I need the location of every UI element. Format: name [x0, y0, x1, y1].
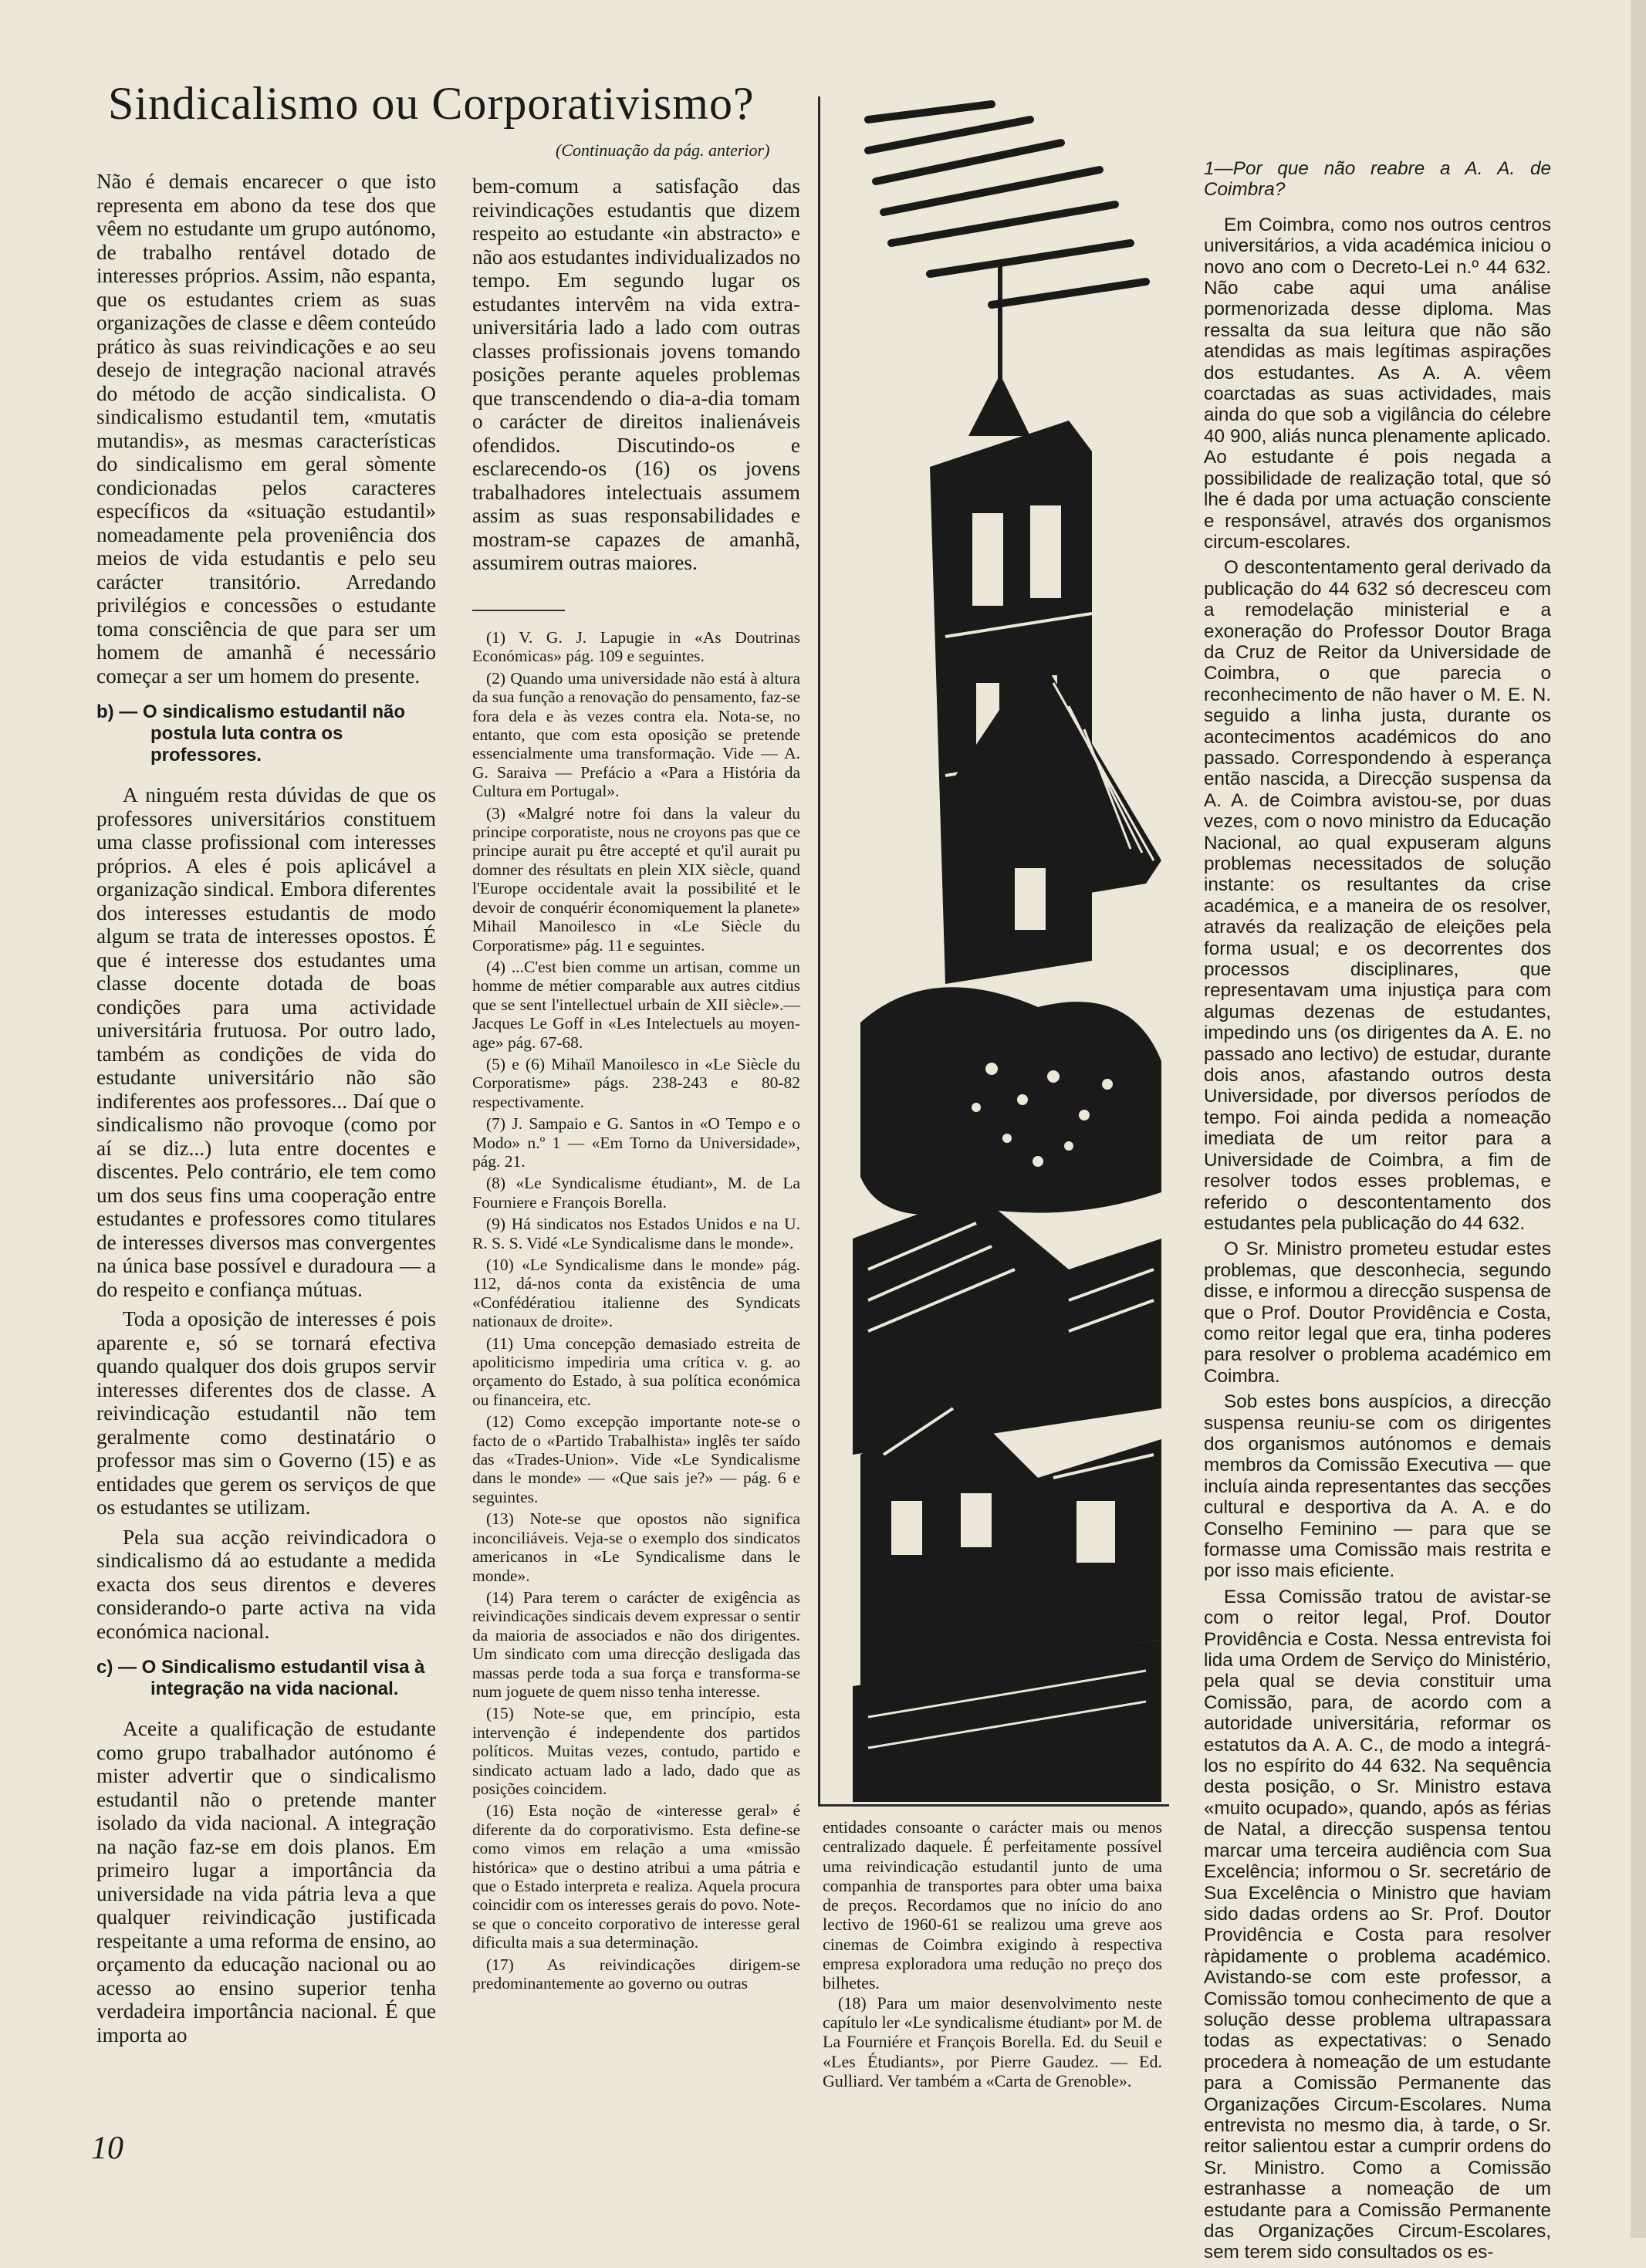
paragraph: Em Coimbra, como nos outros centros universitários, a vida académica iniciou o novo ano com o Decreto-Lei n.º 44 632. Não cabe aqui uma análise pormenorizada desse diploma. Mas ressalta da sua leitura que não são atendidas as mais legítimas aspirações dos estudantes. As A. A. vêem coarctadas as suas actividades, mais ainda do que sob a vigilância do célebre 40 900, aliás nunca plenamente aplicado. Ao estudante é pois negada a possibilidade de realização total, que só lhe é dada por uma actuação consciente e responsável, através dos organismos circum-escolares. [1204, 214, 1551, 553]
footnote: (12) Como excepção importante note-se o facto de o «Partido Trabalhista» inglês ter saído das «Trades-Union». Vide «Le Syndicalisme dans le monde» — «Que sais je?» — pág. 6 e seguintes. [472, 1412, 800, 1506]
page-number: 10 [91, 2131, 123, 2166]
paragraph: Pela sua acção reivindicadora o sindicalismo dá ao estudante a medida exacta dos seus direntos e deveres considerando-o parte activa na vida económica nacional. [96, 1525, 436, 1643]
column-3-bottom [823, 1817, 1162, 2091]
paragraph: Sob estes bons auspícios, a direcção suspensa reuniu-se com os dirigentes dos organismos autónomos e demais membros da Comissão Executiva — que incluía ainda representantes das secções cultural e desportiva da A. A. e do Conselho Feminino — para que se formasse uma Comissão mais restrita e por isso mais eficiente. [1204, 1391, 1551, 1582]
footnote: (9) Há sindicatos nos Estados Unidos e na U. R. S. S. Vidé «Le Syndicalisme dans le monde». [472, 1215, 800, 1252]
subheading-b: b) — O sindicalismo estudantil não postula luta contra os professores. [96, 701, 406, 766]
footnote: (3) «Malgré notre foi dans la valeur du principe corporatiste, nous ne croyons pas que ce principe aurait pu être accepté et qu'il aurait pu domner des résultats en plein XIX siècle, quand l'Europe occidentale avait la possibilité et le devoir de conquérir économiquement la planete» Mihail Manoilesco in «Le Siècle du Corporatisme» pág. 11 e seguintes. [472, 803, 800, 955]
footnote: (16) Esta noção de «interesse geral» é diferente da do corporativismo. Esta define-se como vimos em relação a uma «missão histórica» que o destino atribui a uma pátria e que o Estado interpreta e realiza. Aquela procura coincidir com os interesses gerais do povo. Note-se que o conceito corporativo de interesse geral dificulta mais a sua determinação. [472, 1801, 800, 1952]
footnote-rule [472, 610, 565, 611]
subheading-c: c) — O Sindicalismo estudantil visa à integração na vida nacional. [96, 1657, 425, 1699]
paragraph: bem-comum a satisfação das reivindicações estudantis que dizem respeito ao estudante «in abstracto» e não aos estudantes individualizados no tempo. Em segundo lugar os estudantes intervêm na vida extra-universitária lado a lado com outras classes profissionais jovens tomando posições perante aqueles problemas que transcendendo o dia-a-dia tomam o carácter de direitos inalienáveis ofendidos. Discutindo-os e esclarecendo-os (16) os jovens trabalhadores intelectuais assumem assim as suas responsabilidades e mostram-se capazes de amanhã, assumirem outras maiores. [472, 174, 800, 574]
footnote: (8) «Le Syndicalisme étudiant», M. de La Fourniere e François Borella. [472, 1174, 800, 1212]
footnote: (15) Note-se que, em princípio, esta intervenção é independente dos partidos políticos. Muitas vezes, contudo, partido e sindicato actuam lado a lado, dado que as posições coincidem. [472, 1704, 800, 1798]
footnote: (11) Uma concepção demasiado estreita de apoliticismo impediria uma crítica v. g. ao orçamento do Estado, à sua política económica ou financeira, etc. [472, 1333, 800, 1409]
article-title: Sindicalismo ou Corporativismo? [108, 78, 755, 129]
paragraph: Não é demais encarecer o que isto representa em abono da tese dos que vêem no estudante um grupo autónomo, de trabalho rentável dotado de interesses próprios. Assim, não espanta, que os estudantes criem as suas organizações de classe e dêem conteúdo prático às suas reivindicações e ao seu desejo de integração nacional através do método de acção sindicalista. O sindicalismo estudantil tem, «mutatis mutandis», as mesmas características do sindicalismo em geral sòmente condicionadas pelos caracteres específicos da «situação estudantil» nomeadamente pela proveniência dos meios de vida estudantis e pelo seu carácter transitório. Arredando privilégios e concessões o estudante toma consciência de que para ser um homem de amanhã é necessário começar a ser um homem do presente. [96, 170, 436, 688]
illustration-bottom-rule [818, 1804, 1169, 1807]
column-1 [96, 170, 436, 2053]
footnote: (13) Note-se que opostos não significa inconciliáveis. Veja-se o exemplo dos sindicatos americanos in «Le Syndicalisme dans le monde». [472, 1509, 800, 1585]
paragraph: Essa Comissão tratou de avistar-se com o reitor legal, Prof. Doutor Providência e Costa. Nessa entrevista foi lida uma Ordem de Serviço do Ministério, pela qual se devia constituir uma Comissão, para, de acordo com a autoridade universitária, reformar os estatutos da A. A. C., de modo a integrá-los no espírito do 44 632. Na sequência desta posição, o Sr. Ministro estava «muito ocupado», quando, após as férias de Natal, a direcção suspensa tentou marcar uma terceira audiência com Sua Excelência; informou o Sr. secretário de Sua Excelência o Ministro que haviam sido dadas ordens ao Sr. Prof. Doutor Providência e Costa para resolver ràpidamente o problema académico. Avistando-se com este professor, a Comissão tomou conhecimento de que a solução desse problema ultrapassara todas as expectativas: o Senado procedera à nomeação de um estudante para a Comissão Permanente das Organizações Circum-Escolares. Numa entrevista no mesmo dia, à tarde, o Sr. reitor salientou estar a cumprir ordens do Sr. Ministro. Como a Comissão estranhasse a nomeação de um estudante para a Comissão Permanente das Organizações Circum-Escolares, sem terem sido consultados os es- [1204, 1586, 1551, 2263]
footnote: (7) J. Sampaio e G. Santos in «O Tempo e o Modo» n.º 1 — «Em Torno da Universidade», pág. 21. [472, 1114, 800, 1171]
paragraph: entidades consoante o carácter mais ou menos centralizado daquele. É perfeitamente possível uma reivindicação estudantil junto de uma companhia de transportes para obter uma baixa de preços. Recordamos que no início do ano lectivo de 1960-61 se realizou uma greve aos cinemas de Coimbra exigindo à respectiva empresa exploradora uma redução no preço dos bilhetes. [823, 1817, 1162, 1993]
paragraph: A ninguém resta dúvidas de que os professores universitários constituem uma classe profissional com interesses próprios. A eles é pois aplicável a organização sindical. Embora diferentes dos interesses estudantis de modo algum se trata de interesses opostos. É que é interesse dos estudantes uma classe docente dotada de boas condições para uma actividade universitária frutuosa. Por outro lado, também as condições de vida do estudante universitário não são indiferentes aos professores... Daí que o sindicalismo não provoque (como por aí se diz...) luta entre docentes e discentes. Pelo contrário, ele tem como um dos seus fins uma cooperação entre estudantes e professores como titulares de interesses diversos mas convergentes na única base possível e duradoura — a do respeito e confiança mútuas. [96, 783, 436, 1301]
footnotes [472, 610, 800, 1996]
paragraph: O descontentamento geral derivado da publicação do 44 632 só decresceu com a remodelação ministerial e a exoneração do Professor Doutor Braga da Cruz de Reitor da Universidade de Coimbra, o que parecia o reconhecimento de não haver o M. E. N. seguido a linha justa, durante os acontecimentos académicos do ano passado. Correspondendo à esperança então nascida, a Direcção suspensa da A. A. de Coimbra avistou-se, por duas vezes, com o novo ministro da Educação Nacional, ao qual expuseram alguns problemas necessitados de solução instante: os resultantes da crise académica, e a maneira de os resolver, através da realização de eleições pela forma usual; e os decorrentes dos processos disciplinares, que representavam uma injustiça para com algumas dezenas de estudantes, impedindo uns (os dirigentes da A. E. no passado ano lectivo) de estudar, durante dois anos, afastando outros desta Universidade, por diversos períodos de tempo. Foi ainda pedida a nomeação imediata de um reitor para a Universidade de Coimbra, a fim de resolver todos esses problemas, e referido o descontentamento dos estudantes pela publicação do 44 632. [1204, 557, 1551, 1234]
footnote: (4) ...C'est bien comme un artisan, comme un homme de métier comparable aux autres citdius que se sent l'intellectuel urbain de XII siècle».—Jacques Le Goff in «Les Intelectuels au moyen-age» pág. 67-68. [472, 957, 800, 1052]
column-divider [818, 96, 820, 1806]
section-heading: 1—Por que não reabre a A. A. de Coimbra? [1204, 158, 1551, 201]
paragraph: Aceite a qualificação de estudante como grupo trabalhador autónomo é mister advertir que o sindicalismo estudantil não o pretende manter isolado da vida nacional. A integração na nação faz-se em dois planos. Em primeiro lugar a importância da universidade na vida pátria leva a que qualquer reivindicação justificada respeitante a uma reforma de ensino, ao orçamento da educação nacional ou ao acesso ao ensino superior tenha verdadeira importância nacional. É que importa ao [96, 1717, 436, 2047]
tower-illustration [837, 96, 1169, 1802]
footnote: (17) As reivindicações dirigem-se predominantemente ao governo ou outras [472, 1955, 800, 1993]
paragraph: Toda a oposição de interesses é pois aparente e, só se tornará efectiva quando qualquer dos dois grupos servir interesses diferentes dos de classe. A reivindicação estudantil não tem geralmente como destinatário o professor mas sim o Governo (15) e as entidades que gerem os serviços de que os estudantes se utilizam. [96, 1307, 436, 1519]
footnote: (2) Quando uma universidade não está à altura da sua função a renovação do pensamento, faz-se fora dela e às vezes contra ela. Nota-se, no entanto, que com esta oposição se pretende essencialmente uma transformação. Vide — A. G. Saraiva — Prefácio a «Para a História da Cultura em Portugal». [472, 668, 800, 801]
footnote: (1) V. G. J. Lapugie in «As Doutrinas Económicas» pág. 109 e seguintes. [472, 628, 800, 666]
column-2 [472, 174, 800, 581]
paragraph: (18) Para um maior desenvolvimento neste capítulo ler «Le syndicalisme étudiant» por M. de La Fourniére et François Borella. Ed. du Seuil e «Les Étudiants», por Pierre Gaudez. — Ed. Gulliard. Ver também a «Carta de Grenoble». [823, 1993, 1162, 2091]
column-4 [1204, 158, 1551, 2268]
continuation-note: (Continuação da pág. anterior) [556, 140, 770, 160]
footnote: (10) «Le Syndicalisme dans le monde» pág. 112, dá-nos conta da existência de uma «Confédératiou italienne des Syndicats nationaux de droite». [472, 1256, 800, 1331]
paragraph: O Sr. Ministro prometeu estudar estes problemas, que desconhecia, segundo disse, e informou a direcção suspensa de que o Prof. Doutor Providência e Costa, como reitor legal que era, tinha poderes para resolver o problema académico em Coimbra. [1204, 1239, 1551, 1387]
footnote: (14) Para terem o carácter de exigência as reivindicações sindicais devem expressar o sentir da maioria de associados e não dos dirigentes. Um sindicato com uma direcção desligada das massas perde toda a sua força e transforma-se num joguete de quem nisso tenha interesse. [472, 1587, 800, 1701]
page-edge [1631, 0, 1646, 2238]
footnote: (5) e (6) Mihaïl Manoilesco in «Le Siècle du Corporatisme» págs. 238-243 e 80-82 respectivamente. [472, 1054, 800, 1111]
